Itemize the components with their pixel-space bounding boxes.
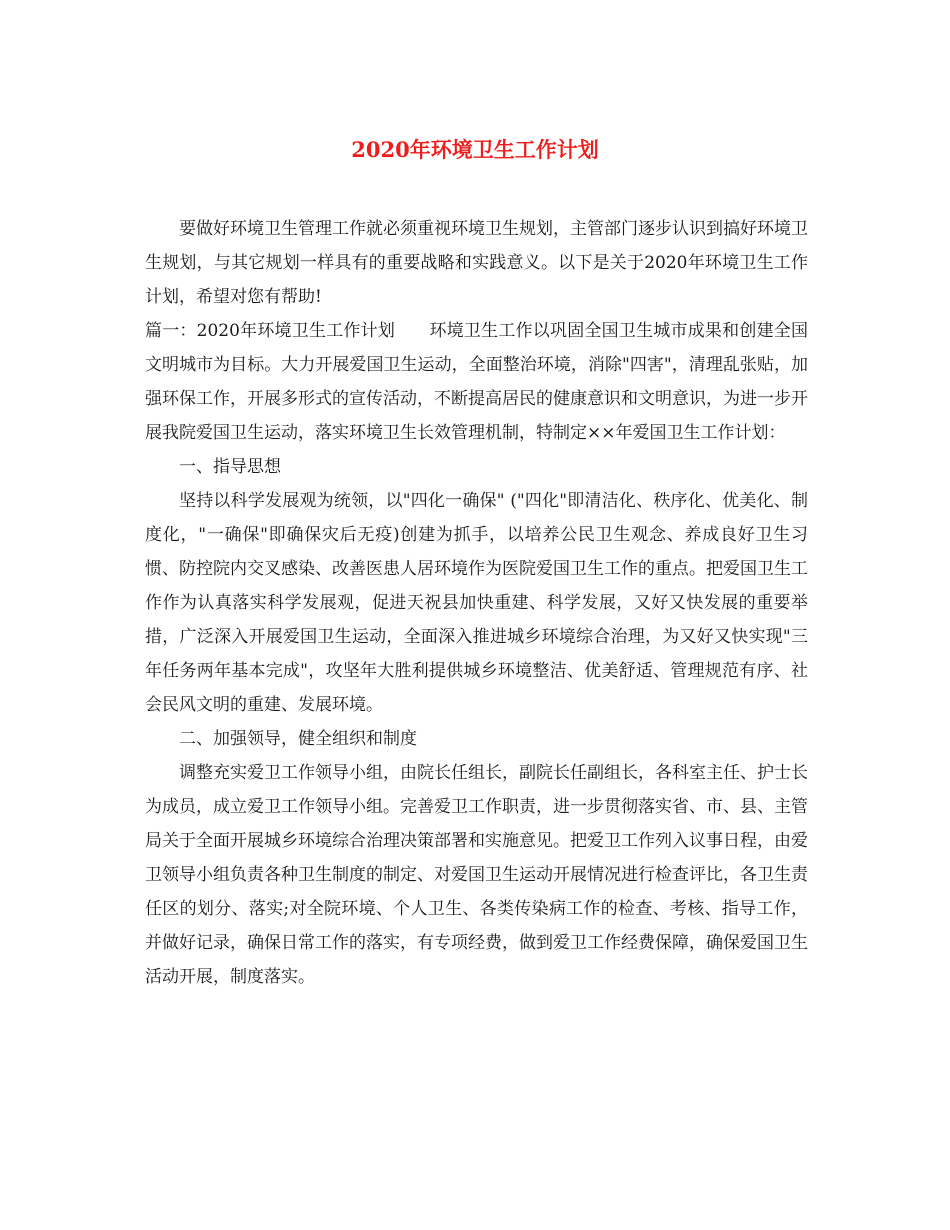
section-heading-guiding-thought: 一、指导思想 (179, 457, 281, 477)
document-title: 2020年环境卫生工作计划 (351, 137, 599, 162)
section-paragraph: 篇一：2020年环境卫生工作计划 环境卫生工作以巩固全国卫生城市成果和创建全国文明城市为目标。大力开展爱国卫生运动，全面整治环境，消除"四害"，清理乱张贴，加强环保工作，开展多形式的宣传活动，不断提高居民的健康意识和文明意识，为进一步开展我院爱国卫生运动，落实环境卫生长效管理机制，特制定××年爱国卫生工作计划： (145, 321, 808, 443)
section-heading-leadership: 二、加强领导，健全组织和制度 (179, 729, 417, 749)
intro-paragraph: 要做好环境卫生管理工作就必须重视环境卫生规划，主管部门逐步认识到搞好环境卫生规划，与其它规划一样具有的重要战略和实践意义。以下是关于2020年环境卫生工作计划，希望对您有帮助! (145, 219, 808, 307)
document-body (145, 212, 808, 994)
guiding-thought-paragraph: 坚持以科学发展观为统领，以"四化一确保" ("四化"即清洁化、秩序化、优美化、制度化，"一确保"即确保灾后无疫)创建为抓手，以培养公民卫生观念、养成良好卫生习惯、防控院内交叉感染、改善医患人居环境作为医院爱国卫生工作的重点。把爱国卫生工作作为认真落实科学发展观，促进天祝县加快重建、科学发展，又好又快发展的重要举措，广泛深入开展爱国卫生运动，全面深入推进城乡环境综合治理，为又好又快实现"三年任务两年基本完成"，攻坚年大胜利提供城乡环境整洁、优美舒适、管理规范有序、社会民风文明的重建、发展环境。 (145, 491, 808, 715)
leadership-paragraph: 调整充实爱卫工作领导小组，由院长任组长，副院长任副组长，各科室主任、护士长为成员，成立爱卫工作领导小组。完善爱卫工作职责，进一步贯彻落实省、市、县、主管局关于全面开展城乡环境综合治理决策部署和实施意见。把爱卫工作列入议事日程，由爱卫领导小组负责各种卫生制度的制定、对爱国卫生运动开展情况进行检查评比，各卫生责任区的划分、落实;对全院环境、个人卫生、各类传染病工作的检查、考核、指导工作，并做好记录，确保日常工作的落实，有专项经费，做到爱卫工作经费保障，确保爱国卫生活动开展，制度落实。 (145, 763, 808, 987)
